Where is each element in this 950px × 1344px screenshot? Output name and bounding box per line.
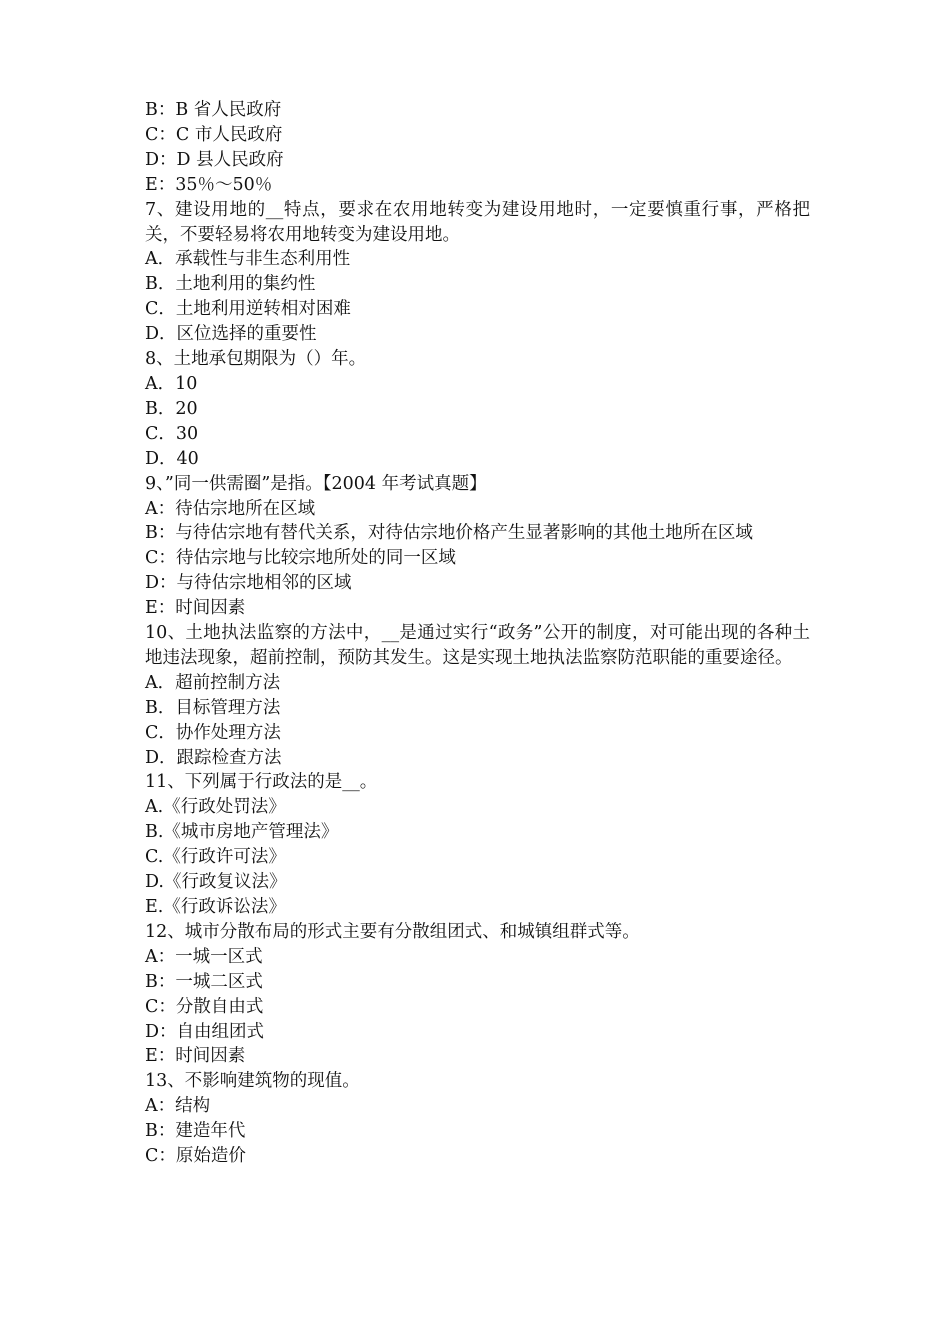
question-9-option-c: C：待估宗地与比较宗地所处的同一区域: [145, 548, 456, 569]
question-11-option-d: D.《行政复议法》: [145, 872, 287, 893]
question-7-option-d: D．区位选择的重要性: [145, 324, 317, 345]
question-10-option-b: B．目标管理方法: [145, 697, 281, 718]
question-10-option-d: D．跟踪检查方法: [145, 747, 282, 768]
question-12-option-d: D：自由组团式: [145, 1021, 265, 1042]
question-13-option-c: C：原始造价: [145, 1146, 246, 1167]
option-line: D：D 县人民政府: [145, 149, 284, 170]
question-11-option-e: E.《行政诉讼法》: [145, 897, 286, 917]
question-8-option-d: D．40: [145, 448, 199, 469]
question-8-stem: 8、土地承包期限为（）年。: [145, 349, 367, 370]
option-line: B：B 省人民政府: [145, 100, 282, 120]
option-line: E：35％～50％: [145, 174, 273, 195]
question-7-option-c: C．土地利用逆转相对困难: [145, 299, 351, 320]
document-page: [145, 98, 810, 1169]
question-8-option-b: B．20: [145, 398, 198, 419]
question-7-option-a: A．承载性与非生态利用性: [145, 249, 351, 270]
question-13-stem: 13、不影响建筑物的现值。: [145, 1071, 360, 1092]
question-9-option-e: E：时间因素: [145, 598, 246, 619]
question-12-option-b: B：一城二区式: [145, 971, 263, 992]
question-8-option-a: A．10: [145, 373, 198, 394]
question-9-option-b: B：与待估宗地有替代关系，对待估宗地价格产生显著影响的其他土地所在区域: [145, 523, 753, 544]
question-11-stem: 11、下列属于行政法的是__。: [145, 772, 378, 793]
question-11-option-c: C.《行政许可法》: [145, 847, 286, 868]
question-10-option-c: C．协作处理方法: [145, 722, 281, 743]
question-7-stem: 7、建设用地的__特点，要求在农用地转变为建设用地时，一定要慎重行事，严格把关，不要轻易将农用地转变为建设用地。: [145, 199, 810, 245]
question-9-stem: 9、”同一供需圈”是指。【2004 年考试真题】: [145, 473, 487, 494]
question-12-option-a: A：一城一区式: [145, 946, 263, 967]
question-9-option-a: A：待估宗地所在区域: [145, 498, 316, 519]
question-8-option-c: C．30: [145, 423, 199, 444]
question-11-option-b: B.《城市房地产管理法》: [145, 822, 339, 843]
question-12-stem: 12、城市分散布局的形式主要有分散组团式、和城镇组群式等。: [145, 921, 640, 942]
question-7-option-b: B．土地利用的集约性: [145, 274, 316, 295]
question-9-option-d: D：与待估宗地相邻的区域: [145, 573, 352, 594]
question-10-option-a: A．超前控制方法: [145, 672, 281, 693]
question-12-option-e: E：时间因素: [145, 1046, 246, 1067]
question-12-option-c: C：分散自由式: [145, 996, 264, 1017]
question-10-stem: 10、土地执法监察的方法中，__是通过实行“政务”公开的制度，对可能出现的各种土地违法现象，超前控制，预防其发生。这是实现土地执法监察防范职能的重要途径。: [145, 623, 810, 668]
question-13-option-a: A：结构: [145, 1096, 211, 1117]
question-11-option-a: A.《行政处罚法》: [145, 797, 286, 818]
option-line: C：C 市人民政府: [145, 124, 283, 145]
question-13-option-b: B：建造年代: [145, 1121, 246, 1142]
